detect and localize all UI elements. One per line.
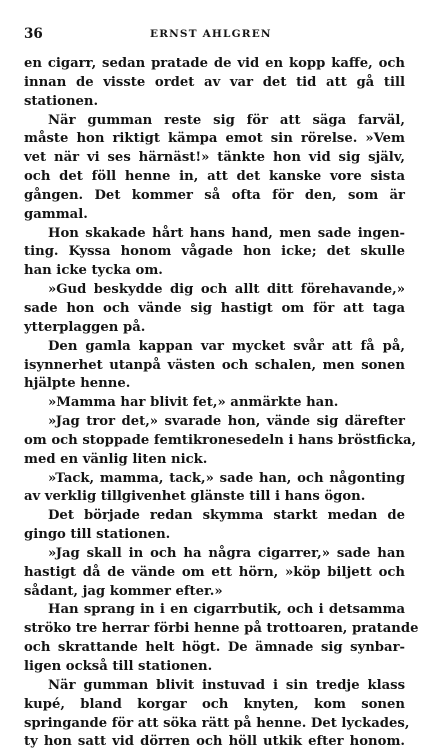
text-line: och det föll henne in, att det kanske vore sista (24, 169, 405, 185)
text-line: ströko tre herrar förbi henne på trottoaren, pratande (24, 621, 419, 637)
text-line: om och stoppade femtikronesedeln i hans bröstficka, (24, 432, 417, 448)
text-line: gammal. (24, 206, 88, 222)
text-line: ty hon satt vid dörren och höll utkik efter honom. (24, 734, 405, 750)
text-line: vet när vi ses härnäst!» tänkte hon vid sig själv, (24, 150, 405, 166)
text-line: en cigarr, sedan pratade de vid en kopp kaffe, och (24, 56, 405, 71)
text-line: »Jag skall in och ha några cigarrer,» sade han (48, 545, 405, 561)
text-line: sade hon och vände sig hastigt om för att taga (24, 300, 405, 316)
text-line: Han sprang in i en cigarrbutik, och i detsamma (48, 602, 405, 618)
text-line: stationen. (24, 93, 99, 109)
text-line: ligen också till stationen. (24, 659, 213, 674)
text-line: kupé, bland korgar och knyten, kom sonen (24, 696, 405, 712)
text-line: ytterplaggen på. (24, 319, 146, 335)
text-line: innan de visste ordet av var det tid att gå till (24, 74, 405, 90)
running-head: ERNST AHLGREN (150, 28, 272, 40)
text-line: han icke tycka om. (24, 263, 163, 279)
text-line: sådant, jag kommer efter.» (24, 583, 223, 599)
text-line: Den gamla kappan var mycket svår att få på, (48, 338, 405, 354)
text-line: måste hon riktigt kämpa emot sin rörelse. »Vem (24, 131, 405, 147)
page-header (24, 26, 402, 44)
text-line: gingo till stationen. (24, 527, 171, 543)
body-text (24, 55, 419, 752)
text-line: med en vänlig liten nick. (24, 451, 208, 467)
text-line: av verklig tillgivenhet glänste till i hans ögon. (24, 489, 366, 505)
text-line: »Gud beskydde dig och allt ditt förehavande,» (48, 282, 405, 298)
text-line: Hon skakade hårt hans hand, men sade ingen- (48, 225, 405, 241)
page-number: 36 (24, 26, 43, 42)
text-line: Det började redan skymma starkt medan de (48, 508, 405, 524)
text-line: och skrattande helt högt. De ämnade sig synbar- (24, 640, 405, 656)
text-line: hastigt då de vände om ett hörn, »köp biljett och (24, 564, 405, 580)
text-line: När gumman blivit instuvad i sin tredje klass (48, 677, 405, 693)
text-line: »Jag tror det,» svarade hon, vände sig därefter (48, 414, 405, 430)
text-line: När gumman reste sig för att säga farväl, (48, 112, 405, 128)
text-line: ting. Kyssa honom vågade hon icke; det skulle (24, 244, 405, 260)
text-line: isynnerhet utanpå västen och schalen, men sonen (24, 357, 405, 373)
text-line: hjälpte henne. (24, 376, 131, 392)
text-line: springande för att söka rätt på henne. Det lyckades, (24, 715, 410, 731)
text-line: »Tack, mamma, tack,» sade han, och någonting (48, 470, 405, 486)
text-line: »Mamma har blivit fet,» anmärkte han. (48, 395, 339, 411)
text-line: gången. Det kommer så ofta för den, som är (24, 187, 405, 203)
